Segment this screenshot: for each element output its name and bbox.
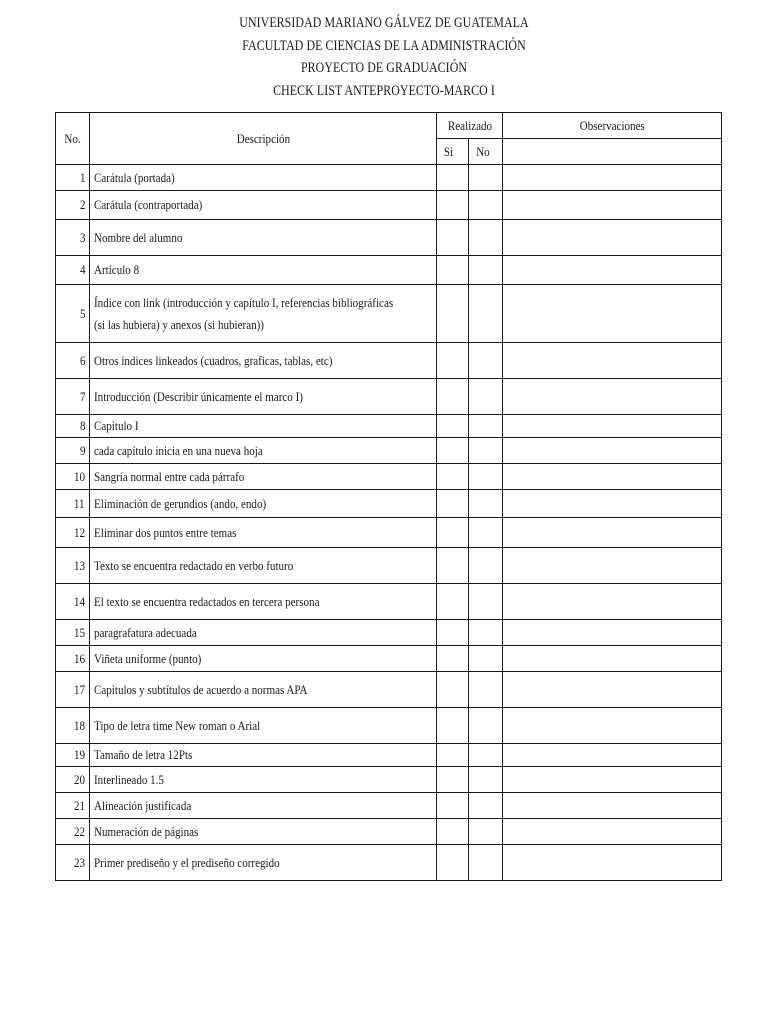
checkbox-si[interactable] [437,744,469,767]
row-description: Carátula (portada) [90,165,437,191]
checkbox-no[interactable] [469,767,503,793]
checkbox-si[interactable] [437,165,469,191]
row-description: cada capítulo inicia en una nueva hoja [90,438,437,464]
header-description: Descripción [90,113,437,165]
header-observaciones: Observaciones [503,113,722,139]
row-number: 15 [56,620,90,646]
checkbox-si[interactable] [437,343,469,379]
table-row [56,845,722,881]
row-number: 10 [56,464,90,490]
checkbox-si[interactable] [437,256,469,285]
checkbox-si[interactable] [437,672,469,708]
table-row [56,191,722,220]
checkbox-no[interactable] [469,672,503,708]
observaciones-cell[interactable] [503,819,722,845]
observaciones-cell[interactable] [503,646,722,672]
observaciones-cell[interactable] [503,165,722,191]
row-description: Texto se encuentra redactado en verbo futuro [90,548,437,584]
table-row [56,744,722,767]
checkbox-si[interactable] [437,620,469,646]
row-description: Alineación justificada [90,793,437,819]
row-description: Interlineado 1.5 [90,767,437,793]
table-row [56,256,722,285]
row-number: 7 [56,379,90,415]
row-number: 16 [56,646,90,672]
checkbox-si[interactable] [437,819,469,845]
checkbox-si[interactable] [437,464,469,490]
table-row [56,379,722,415]
observaciones-cell[interactable] [503,793,722,819]
observaciones-cell[interactable] [503,845,722,881]
row-description: Artículo 8 [90,256,437,285]
observaciones-cell[interactable] [503,379,722,415]
checkbox-si[interactable] [437,584,469,620]
row-number: 20 [56,767,90,793]
project-title: PROYECTO DE GRADUACIÓN [300,60,468,76]
checkbox-si[interactable] [437,438,469,464]
header-observaciones-blank [503,139,722,165]
row-description: Tipo de letra time New roman o Arial [90,708,437,744]
table-row [56,343,722,379]
observaciones-cell[interactable] [503,285,722,343]
checkbox-si[interactable] [437,646,469,672]
row-description: Tamaño de letra 12Pts [90,744,437,767]
row-description: Índice con link (introducción y capítulo I, referencias bibliográficas (si las hubiera) y anexos (si hubieran)) [90,285,437,343]
table-row [56,767,722,793]
row-description: paragrafatura adecuada [90,620,437,646]
checkbox-no[interactable] [469,464,503,490]
checklist-table [55,112,722,881]
row-number: 2 [56,191,90,220]
checkbox-no[interactable] [469,548,503,584]
row-description: Primer prediseño y el prediseño corregido [90,845,437,881]
checklist-title: CHECK LIST ANTEPROYECTO-MARCO I [273,82,495,99]
row-description: Numeración de páginas [90,819,437,845]
row-number: 17 [56,672,90,708]
checkbox-no[interactable] [469,708,503,744]
checkbox-no[interactable] [469,415,503,438]
table-row [56,708,722,744]
university-name: UNIVERSIDAD MARIANO GÁLVEZ DE GUATEMALA [239,15,529,31]
checkbox-no[interactable] [469,438,503,464]
row-description: Introducción (Describir únicamente el marco I) [90,379,437,415]
table-row [56,819,722,845]
observaciones-cell[interactable] [503,620,722,646]
checkbox-si[interactable] [437,793,469,819]
checkbox-si[interactable] [437,845,469,881]
checkbox-no[interactable] [469,285,503,343]
row-number: 21 [56,793,90,819]
row-number: 11 [56,490,90,518]
document-header [0,12,768,102]
checkbox-si[interactable] [437,490,469,518]
header-no-sub: No [469,139,503,165]
checkbox-si[interactable] [437,767,469,793]
row-number: 19 [56,744,90,767]
table-row [56,646,722,672]
checkbox-si[interactable] [437,518,469,548]
row-description: Nombre del alumno [90,220,437,256]
checkbox-no[interactable] [469,646,503,672]
table-row [56,548,722,584]
checkbox-no[interactable] [469,620,503,646]
checkbox-si[interactable] [437,285,469,343]
table-row [56,415,722,438]
header-si: Si [437,139,469,165]
table-row [56,620,722,646]
row-number: 12 [56,518,90,548]
row-description: Capítulo I [90,415,437,438]
table-row [56,285,722,343]
row-description: Eliminar dos puntos entre temas [90,518,437,548]
checklist-body [56,165,722,881]
row-number: 13 [56,548,90,584]
checkbox-si[interactable] [437,415,469,438]
observaciones-cell[interactable] [503,672,722,708]
checkbox-no[interactable] [469,220,503,256]
row-number: 1 [56,165,90,191]
row-number: 3 [56,220,90,256]
row-number: 18 [56,708,90,744]
table-row [56,438,722,464]
table-row [56,793,722,819]
observaciones-cell[interactable] [503,584,722,620]
table-row [56,672,722,708]
row-number: 8 [56,415,90,438]
header-realizado: Realizado [437,113,503,139]
observaciones-cell[interactable] [503,220,722,256]
observaciones-cell[interactable] [503,464,722,490]
row-number: 4 [56,256,90,285]
observaciones-cell[interactable] [503,256,722,285]
observaciones-cell[interactable] [503,744,722,767]
checkbox-no[interactable] [469,165,503,191]
checkbox-no[interactable] [469,379,503,415]
row-description: El texto se encuentra redactados en tercera persona [90,584,437,620]
observaciones-cell[interactable] [503,518,722,548]
checkbox-no[interactable] [469,518,503,548]
table-row [56,165,722,191]
checkbox-no[interactable] [469,191,503,220]
observaciones-cell[interactable] [503,767,722,793]
checkbox-si[interactable] [437,708,469,744]
table-row [56,490,722,518]
row-number: 9 [56,438,90,464]
table-row [56,584,722,620]
row-number: 14 [56,584,90,620]
row-number: 6 [56,343,90,379]
faculty-name: FACULTAD DE CIENCIAS DE LA ADMINISTRACIÓN [242,37,526,54]
checkbox-no[interactable] [469,343,503,379]
table-row [56,464,722,490]
row-number: 22 [56,819,90,845]
checkbox-no[interactable] [469,256,503,285]
row-description: Carátula (contraportada) [90,191,437,220]
checkbox-si[interactable] [437,220,469,256]
observaciones-cell[interactable] [503,490,722,518]
observaciones-cell[interactable] [503,708,722,744]
header-no: No. [56,113,90,165]
table-row [56,518,722,548]
observaciones-cell[interactable] [503,438,722,464]
checkbox-si[interactable] [437,191,469,220]
observaciones-cell[interactable] [503,343,722,379]
observaciones-cell[interactable] [503,191,722,220]
observaciones-cell[interactable] [503,415,722,438]
table-row [56,220,722,256]
observaciones-cell[interactable] [503,548,722,584]
checkbox-no[interactable] [469,819,503,845]
checkbox-no[interactable] [469,845,503,881]
checkbox-si[interactable] [437,548,469,584]
checkbox-no[interactable] [469,744,503,767]
checkbox-no[interactable] [469,793,503,819]
checkbox-si[interactable] [437,379,469,415]
row-number: 5 [56,285,90,343]
row-description: Otros índices linkeados (cuadros, graficas, tablas, etc) [90,343,437,379]
checkbox-no[interactable] [469,584,503,620]
row-description: Eliminación de gerundios (ando, endo) [90,490,437,518]
row-number: 23 [56,845,90,881]
row-description: Viñeta uniforme (punto) [90,646,437,672]
row-description: Capítulos y subtítulos de acuerdo a normas APA [90,672,437,708]
checkbox-no[interactable] [469,490,503,518]
row-description: Sangría normal entre cada párrafo [90,464,437,490]
